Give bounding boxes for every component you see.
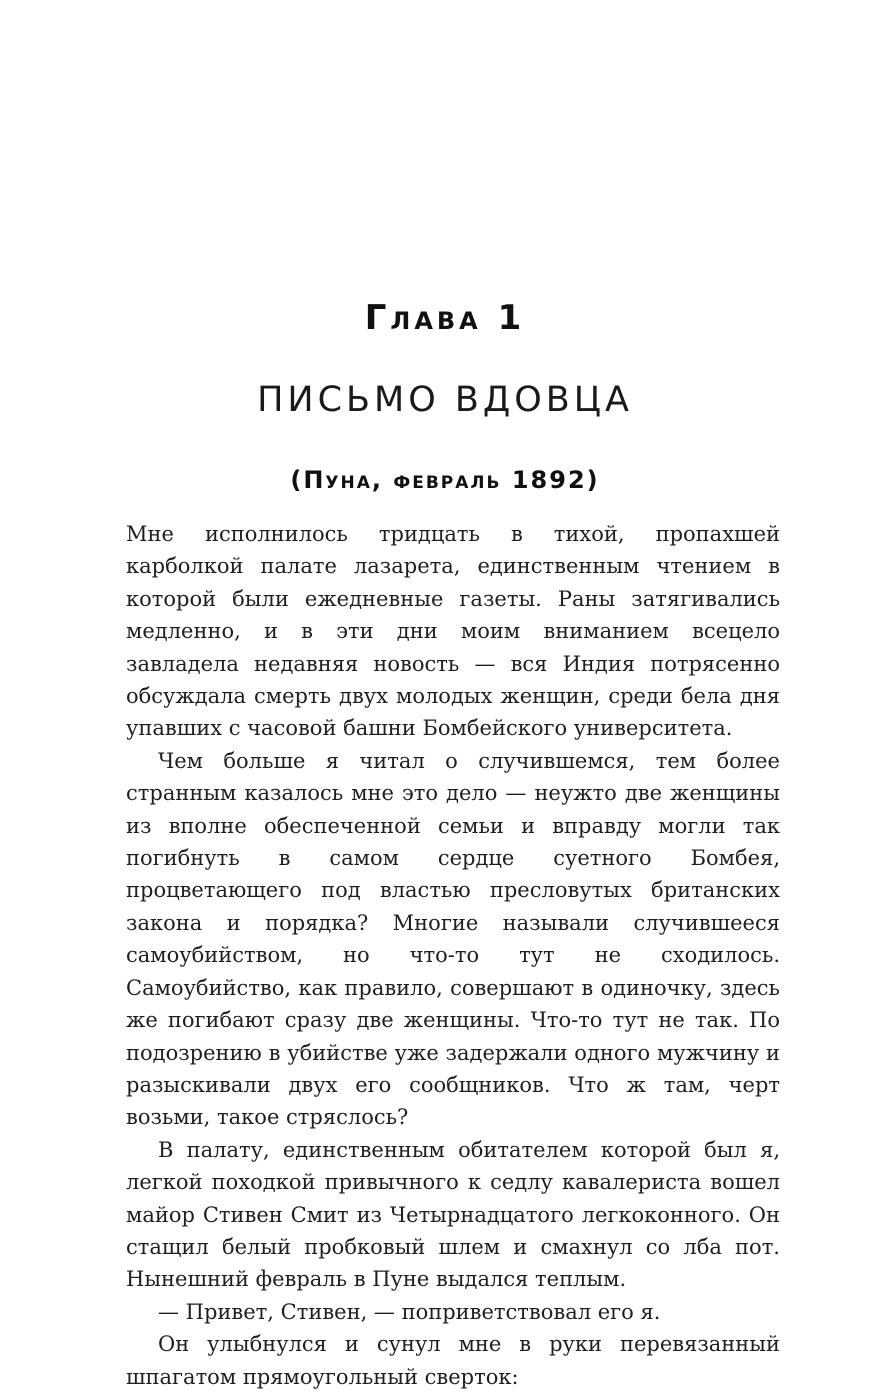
paragraph: Он улыбнулся и сунул мне в руки перевязанный шпагатом прямоугольный сверток: <box>126 1332 780 1389</box>
paragraph: В палату, единственным обитателем которой был я, легкой походкой привычного к седлу кавалериста вошел майор Стивен Смит из Четырнадцатого легкоконного. Он стащил белый пробковый шлем и смахнул со лба пот. Нынешний февраль в Пуне выдался теплым. <box>126 1137 780 1292</box>
chapter-subtitle: (Пуна, февраль 1892) <box>290 466 600 494</box>
paragraph: Мне исполнилось тридцать в тихой, пропахшей карболкой палате лазарета, единственным чтением в которой были ежедневные газеты. Раны затягивались медленно, и в эти дни моим вниманием всецело завладела недавняя новость — вся Индия потрясенно обсуждала смерть двух молодых женщин, среди бела дня упавших с часовой башни Бомбейского университета. <box>126 522 780 741</box>
chapter-body <box>126 518 780 1393</box>
paragraph: Чем больше я читал о случившемся, тем более странным казалось мне это дело — неужто две женщины из вполне обеспеченной семьи и вправду могли так погибнуть в самом сердце суетного Бомбея, процветающего под властью пресловутых британских закона и порядка? Многие называли случившееся самоубийством, но что-то тут не сходилось. Самоубийство, как правило, совершают в одиночку, здесь же погибают сразу две женщины. Что-то тут не так. По подозрению в убийстве уже задержали одного мужчину и разыскивали двух его сообщников. Что ж там, черт возьми, такое стряслось? <box>126 748 780 1130</box>
chapter-title: ПИСЬМО ВДОВЦА <box>257 380 633 420</box>
chapter-number: Глава 1 <box>364 298 526 338</box>
paragraph: — Привет, Стивен, — поприветствовал его я. <box>158 1299 661 1324</box>
